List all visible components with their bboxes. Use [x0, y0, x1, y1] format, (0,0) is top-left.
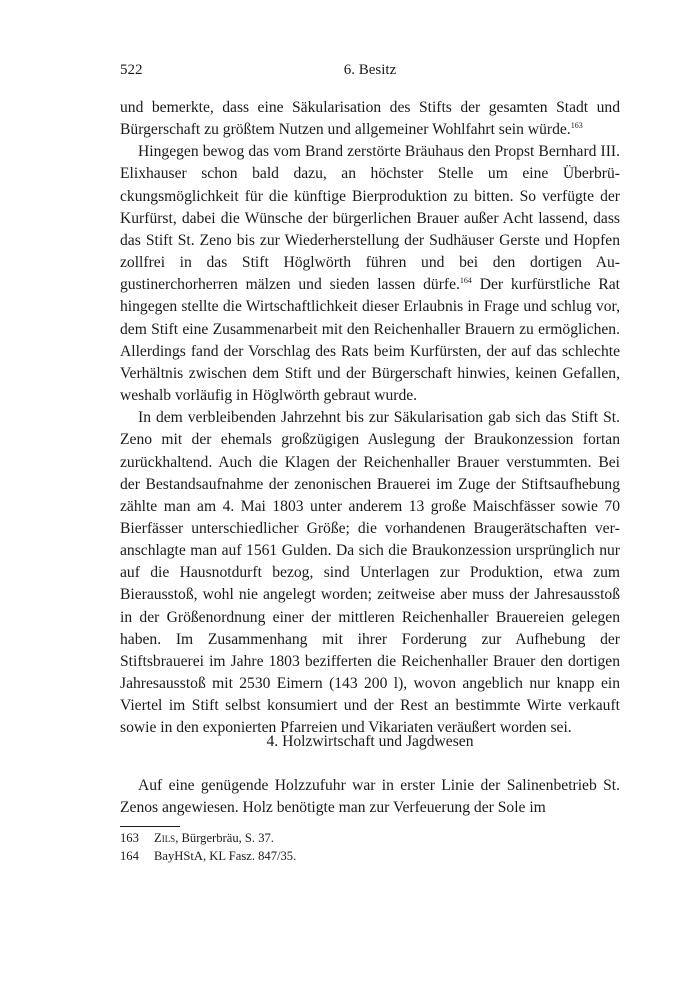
paragraph-text: Der kurfürstliche Rat hingegen stellte die Wirtschaftlichkeit dieser Erlaubnis in Frage und schlug vor, dem Stift eine Zusammenarbeit mit den Reichenhaller Brauern zu ermöglichen. Allerdings fand der Vorschlag des Rats beim Kurfürsten, der auf das schlechte Verhältnis zwischen dem Stift und der Bürgerschaft hinwies, keinen Gefallen, weshalb vorläufig in Höglwörth gebraut wurde.	[120, 276, 620, 405]
footnote	[120, 829, 620, 847]
body-text	[120, 97, 620, 740]
paragraph: Auf eine genügende Holzzufuhr war in erster Linie der Salinenbetrieb St. Zenos angewiesen. Holz benötigte man zur Verfeuerung der Sole im	[120, 777, 620, 817]
footnote-citation: , Bürgerbräu, S. 37.	[175, 831, 274, 845]
paragraph-text: In dem verbleibenden Jahrzehnt bis zur Säkularisation gab sich das Stift St. Zeno mit der ehemals großzügigen Auslegung der Braukonzession fortan zurückhaltend. Auch die Klagen der Reichenhaller Brauer verstummten. Bei der Bestandsaufnahme der zenonischen Brauerei im Zuge der Stiftsaufhebung zählte man am 4. Mai 1803 unter anderem 13 große Maischfässer sowie 70 Bierfässer unterschiedlicher Größe; die vorhandenen Braugerätschaften veranschlagte man auf 1561 Gulden. Da sich die Braukonzession ursprünglich nur auf die Hausnotdurft bezog, sind Unterlagen zur Produktion, etwa zum Bierausstoß, wohl nie angelegt worden; zeitweise aber muss der Jahresausstoß in der Größenordnung einer der mittleren Reichenhaller Brauereien gelegen haben. Im Zusammenhang mit ihrer Forderung zur Aufhebung der Stiftsbrauerei im Jahre 1803 bezifferten die Reichenhaller Brauer den dortigen Jahresausstoß mit 2530 Eimern (143 200 l), wovon angeblich nur knapp ein Viertel im Stift selbst konsumiert und der Rest an bestimmte Wirte verkauft sowie in den exponierten Pfarreien und Vikariaten veräußert worden sei.	[120, 409, 620, 737]
footnote-text	[154, 847, 296, 865]
paragraph-text: und bemerkte, dass eine Säkularisation des Stifts der gesamten Stadt und Bürgerschaft zu größtem Nutzen und allgemeiner Wohlfahrt sein würde.	[120, 99, 620, 139]
footnote	[120, 847, 620, 865]
section-heading: 4. Holzwirtschaft und Jagdwesen	[266, 733, 474, 750]
running-head: 6. Besitz	[343, 62, 397, 78]
footnote-number: 163	[120, 831, 139, 845]
paragraph	[120, 97, 620, 141]
section-text	[120, 775, 620, 819]
footnote-citation: BayHStA, KL Fasz. 847/35.	[154, 849, 297, 863]
paragraph-text: Hingegen bewog das vom Brand zerstörte Bräuhaus den Propst Bernhard III. Elixhauser schon bald dazu, an höchster Stelle um eine Überbrückungsmöglichkeit für die künftige Bierproduktion zu bitten. So verfügte der Kurfürst, dabei die Wünsche der bürgerlichen Brauer außer Acht lassend, dass das Stift St. Zeno bis zur Wiederherstellung der Sudhäuser Gerste und Hopfen zollfrei in das Stift Höglwörth führen und bei den dortigen Augustinerchorherren mälzen und sieden lassen dürfe.	[120, 143, 620, 294]
footnote-number: 164	[120, 849, 139, 863]
footnotes	[120, 829, 620, 865]
page-header	[120, 62, 620, 82]
footnote-author: Zils	[154, 831, 176, 845]
footnote-reference[interactable]: 164	[459, 276, 472, 286]
page-number: 522	[120, 62, 143, 78]
footnote-divider	[120, 826, 180, 827]
footnote-text	[154, 829, 274, 847]
footnote-reference[interactable]: 163	[570, 121, 583, 131]
paragraph	[120, 141, 620, 407]
paragraph	[120, 407, 620, 739]
